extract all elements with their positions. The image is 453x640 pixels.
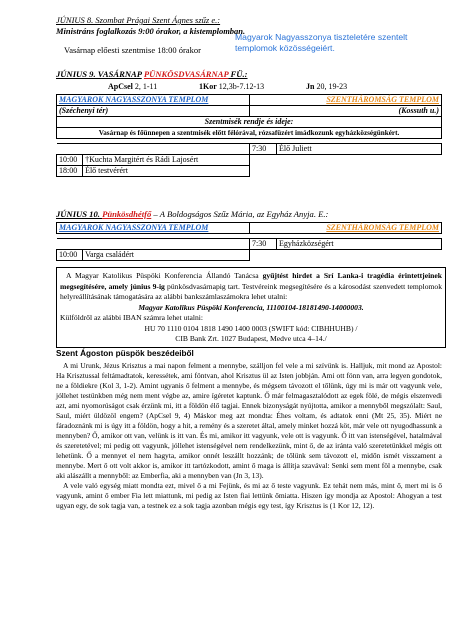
- sunday-mass-table: MAGYAROK NAGYASSZONYA TEMPLOM SZENTHÁROMSÁG TEMPLOM (Széchenyi tér) (Kossuth u.) Szentmisék rendje és ideje: Vasárnap és főünnepen a szentmisék előtt félórával, rózsafüzért imádkozunk egyházközségünkért. 7:30 Élő Juliett 10:00 †Kuchta Margitért és Rádi Lajosért 18:00 Élő testvérért: [56, 94, 442, 177]
- monday-mass-table: [56, 222, 442, 261]
- church-left-label: MAGYAROK NAGYASSZONYA TEMPLOM: [59, 95, 209, 104]
- table-row: 10:00 Varga családért: [57, 250, 442, 261]
- church-right-label: SZENTHÁROMSÁG TEMPLOM: [326, 223, 439, 232]
- sermon-section: [56, 349, 442, 511]
- table-row: 18:00 Élő testvérért: [57, 166, 442, 177]
- sermon-paragraph: A vele való egység miatt mondta ezt, mivel ő a mi Fejünk, és mi az ő teste vagyunk. Ez tehát nem más, mint ő, mert mi is ő vagyunk, amint ő ember Fia lett miattunk, mi pedig az Isten fiai lettünk őmiatta. Hiszen így mondja az Apostol: Ahogyan a test ugyan egy, de sok tagja van, a testnek ez a sok tagja azonban mégis egy test, így Krisztus is (1 Kor 12, 12).: [56, 481, 442, 510]
- mass-order-label: Szentmisék rendje és ideje:: [204, 117, 294, 126]
- saturday-heading: JÚNIUS 8. Szombat Prágai Szent Ágnes szűz e.:: [56, 15, 221, 25]
- table-row: 10:00 †Kuchta Margitért és Rádi Lajosért: [57, 155, 442, 166]
- church-right-label: SZENTHÁROMSÁG TEMPLOM: [326, 95, 439, 104]
- church-left-label: MAGYAROK NAGYASSZONYA TEMPLOM: [59, 223, 209, 232]
- rosary-notice: Vasárnap és főünnepen a szentmisék előtt félórával, rózsafüzért imádkozunk egyházközségünkért.: [98, 129, 400, 137]
- intention-note: Magyarok Nagyasszonya tiszteletére szentelt templomok közösségeiért.: [235, 32, 408, 53]
- sunday-heading: JÚNIUS 9. VASÁRNAP PÜNKÖSDVASÁRNAP FÜ.:: [56, 69, 248, 79]
- ministrant-notice: Ministráns foglalkozás 9:00 órakor, a kistemplomban.: [56, 26, 246, 36]
- account-number: Magyar Katolikus Püspöki Konferencia, 11100104-18181490-14000003.: [138, 302, 364, 312]
- monday-heading: JÚNIUS 10. Pünkösdhétfő – A Boldogságos Szűz Mária, az Egyház Anyja. E.:: [56, 209, 329, 219]
- table-row: 7:30 Élő Juliett: [57, 144, 442, 155]
- vigil-mass-notice: Vasárnap előesti szentmise 18:00 órakor: [64, 45, 201, 55]
- sermon-title: Szent Ágoston püspök beszédeiből: [56, 349, 194, 358]
- collection-notice-box: A Magyar Katolikus Püspöki Konferencia Állandó Tanácsa gyűjtést hirdet a Srí Lanka-i tragédia érintettjeinek megsegítésére, amely június 9-ig pünkösdvasárnapig tart. Testvéreink megsegítésére és a károsodást szenvedett templomok helyreállításának támogatására az alábbi bankszámlaszámokra lehet utalni: Magyar Katolikus Püspöki Konferencia, 11100104-18181490-14000003. Külföldről az alábbi IBAN számra lehet utalni: HU 70 1110 0104 1818 1490 1400 0003 (SWIFT kód: CIBHHUHB) / CIB Bank Zrt. 1027 Budapest, Medve utca 4–14./: [56, 267, 446, 348]
- iban-number: HU 70 1110 0104 1818 1490 1400 0003 (SWIFT kód: CIBHHUHB) /: [144, 323, 358, 333]
- table-row: 7:30 Egyházközségért: [57, 239, 442, 250]
- sermon-paragraph: A mi Urunk, Jézus Krisztus a mai napon felment a mennybe, szálljon fel vele a mi szívünk is. Halljuk, mit mond az Apostol: Ha Krisztussal feltámadtatok, keressétek, ami föntvan, ahol Krisztus ül az Isten jobbján. Ami ott fönn van, arra legyen gondotok, ne a földiekre (Kol 3, 1-2). Amint ugyanis ő felment a mennybe, és mégsem távozott el tőlünk, úgy mi is már ott vagyunk vele, jóllehet testünkben még nem ment végbe az, amire ígéretet kaptunk. Ő már felmagasztalódott az egek fölé, de mégis elszenvedi azt, ami nyomorúságot csak érzünk mi, itt a földön élő tagjai. Ennek bizonyságát nyújtotta, amikor a mennyből megszólalt: Saul, Saul, miért üldözöl engem? (ApCsel 9, 4) Máskor meg azt mondta: Éhes voltam, és adtatok enni (Mt 25, 35). Miért ne fáradoznánk mi is úgy itt a földön, hogy a hit, a remény és a szeretet által, amely minket hozzá köt, már vele ott nyugodhassunk a mennyben? Ő, amikor ott van, velünk is itt van. És mi, amikor itt vagyunk, vele ott is vagyunk. Ő itt van istenségével, hatalmával és szeretetével; mi pedig ott vagyunk, jóllehet istenségével nem rendelkezünk, mint ő, de az iránta való szeretetünkkel mégis ott lehetünk. Ő a mennyet el nem hagyta, amikor onnét leszállt hozzánk; de tőlünk sem távozott el, midőn ismét visszament a mennybe. Mert ő ott volt akkor is, amikor itt tartózkodott, amint ő maga is állítja szavával: Senki sem ment föl a mennybe, csak aki alászállt a mennyből: az Emberfia, aki a mennyben van (Jn 3, 13).: [56, 361, 442, 480]
